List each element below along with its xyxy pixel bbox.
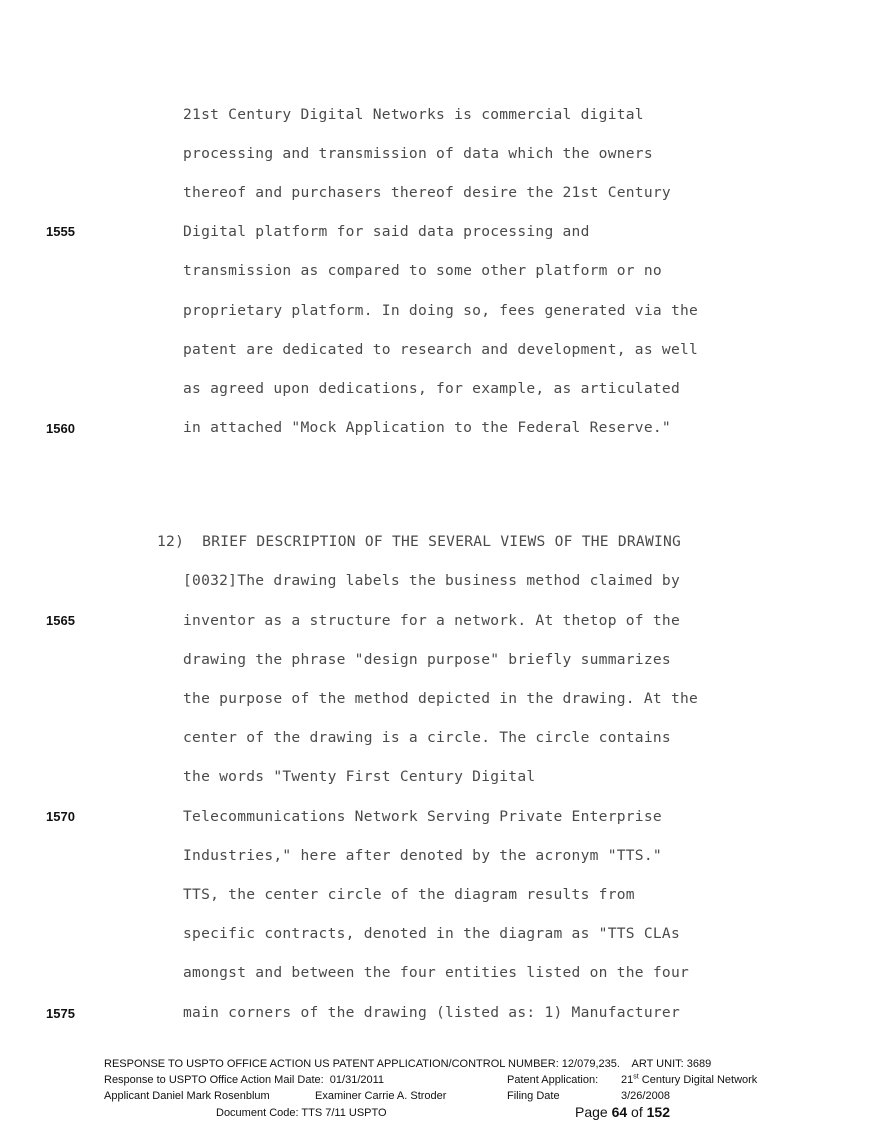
body-line: 21st Century Digital Networks is commercial digital — [183, 106, 644, 123]
footer-document-code: Document Code: TTS 7/11 USPTO — [216, 1107, 387, 1119]
page-total: 152 — [646, 1104, 670, 1120]
footer-response-line: RESPONSE TO USPTO OFFICE ACTION US PATENT APPLICATION/CONTROL NUMBER: 12/079,235. ART UNIT: 3689 — [104, 1058, 712, 1070]
footer-filing-date-label: Filing Date — [507, 1090, 560, 1102]
body-line: in attached "Mock Application to the Federal Reserve." — [183, 419, 671, 436]
section-line: center of the drawing is a circle. The circle contains — [183, 729, 671, 746]
body-line: transmission as compared to some other platform or no — [183, 262, 662, 279]
footer-patent-application-title — [621, 1074, 757, 1086]
title-prefix: 21 — [621, 1074, 634, 1086]
line-number: 1575 — [46, 1006, 75, 1021]
title-suffix: Century Digital Network — [638, 1074, 758, 1086]
line-number: 1570 — [46, 809, 75, 824]
section-line: inventor as a structure for a network. At thetop of the — [183, 612, 680, 629]
body-line: patent are dedicated to research and development, as well — [183, 341, 699, 358]
footer-patent-application-label: Patent Application: — [507, 1074, 599, 1086]
body-line: proprietary platform. In doing so, fees generated via the — [183, 302, 699, 319]
line-number: 1560 — [46, 421, 75, 436]
page-of: of — [627, 1104, 647, 1120]
section-line: [0032]The drawing labels the business method claimed by — [183, 572, 680, 589]
section-line: main corners of the drawing (listed as: 1) Manufacturer — [183, 1004, 680, 1021]
section-line: drawing the phrase "design purpose" briefly summarizes — [183, 651, 671, 668]
body-line: thereof and purchasers thereof desire the 21st Century — [183, 184, 671, 201]
line-number: 1555 — [46, 224, 75, 239]
section-line: the purpose of the method depicted in the drawing. At the — [183, 690, 699, 707]
line-number: 1565 — [46, 613, 75, 628]
section-line: TTS, the center circle of the diagram results from — [183, 886, 635, 903]
footer-applicant: Applicant Daniel Mark Rosenblum — [104, 1090, 270, 1102]
footer-mail-date: Response to USPTO Office Action Mail Date: 01/31/2011 — [104, 1074, 385, 1086]
section-line: amongst and between the four entities listed on the four — [183, 964, 690, 981]
body-line: Digital platform for said data processing and — [183, 223, 590, 240]
footer-filing-date: 3/26/2008 — [621, 1090, 670, 1102]
page-current: 64 — [611, 1104, 628, 1120]
page-word: Page — [575, 1104, 612, 1120]
section-line: Telecommunications Network Serving Private Enterprise — [183, 808, 662, 825]
section-heading: 12) BRIEF DESCRIPTION OF THE SEVERAL VIEWS OF THE DRAWING — [157, 533, 682, 550]
footer-examiner: Examiner Carrie A. Stroder — [315, 1090, 447, 1102]
section-line: the words "Twenty First Century Digital — [183, 768, 536, 785]
body-line: processing and transmission of data which the owners — [183, 145, 653, 162]
body-line: as agreed upon dedications, for example, as articulated — [183, 380, 680, 397]
title-superscript: st — [633, 1073, 639, 1081]
section-line: specific contracts, denoted in the diagram as "TTS CLAs — [183, 925, 680, 942]
page-number — [575, 1104, 670, 1120]
section-line: Industries," here after denoted by the acronym "TTS." — [183, 847, 662, 864]
